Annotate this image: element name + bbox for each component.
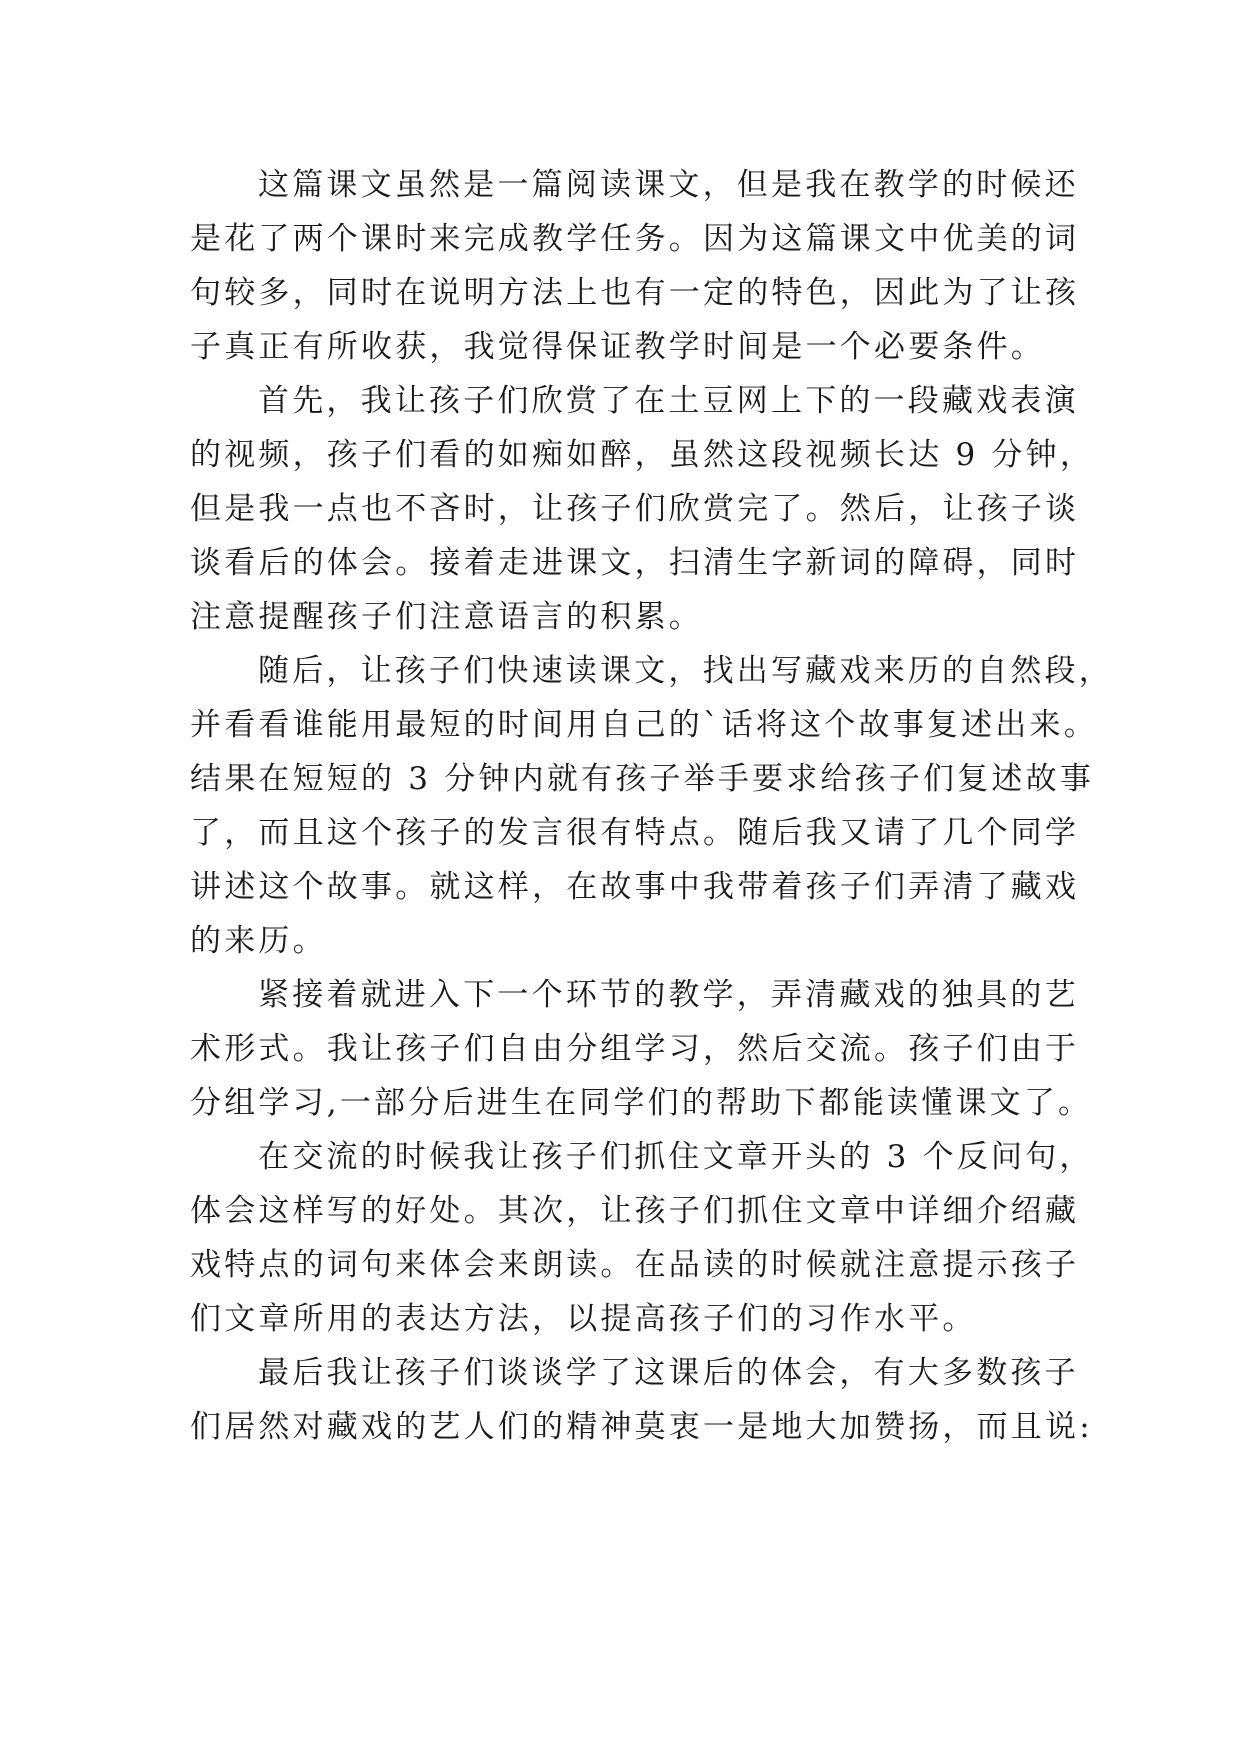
paragraph-4 xyxy=(190,968,1093,1130)
paragraph-line: 们居然对藏戏的艺人们的精神莫衷一是地大加赞扬，而且说: xyxy=(190,1409,1093,1445)
paragraph-line: 是花了两个课时来完成教学任务。因为这篇课文中优美的词 xyxy=(190,221,1080,257)
paragraph-line: 们文章所用的表达方法，以提高孩子们的习作水平。 xyxy=(190,1301,977,1337)
paragraph-line: 注意提醒孩子们注意语言的积累。 xyxy=(190,599,703,635)
paragraph-line: 这篇课文虽然是一篇阅读课文，但是我在教学的时候还 xyxy=(258,167,1079,203)
paragraph-1 xyxy=(190,158,1080,374)
paragraph-line: 了，而且这个孩子的发言很有特点。随后我又请了几个同学 xyxy=(190,815,1080,851)
paragraph-line: 并看看谁能用最短的时间用自己的`话将这个故事复述出来。 xyxy=(190,707,1098,743)
document-body xyxy=(190,158,1113,1454)
paragraph-line: 首先，我让孩子们欣赏了在土豆网上下的一段藏戏表演 xyxy=(258,383,1079,419)
paragraph-line: 讲述这个故事。就这样，在故事中我带着孩子们弄清了藏戏 xyxy=(190,869,1080,905)
paragraph-line: 句较多，同时在说明方法上也有一定的特色，因此为了让孩 xyxy=(190,275,1080,311)
paragraph-line: 随后，让孩子们快速读课文，找出写藏戏来历的自然段， xyxy=(258,653,1113,689)
paragraph-3 xyxy=(190,644,1113,968)
paragraph-6 xyxy=(190,1346,1093,1454)
paragraph-line: 术形式。我让孩子们自由分组学习，然后交流。孩子们由于 xyxy=(190,1031,1080,1067)
paragraph-line: 最后我让孩子们谈谈学了这课后的体会，有大多数孩子 xyxy=(258,1355,1079,1391)
paragraph-line: 分组学习,一部分后进生在同学们的帮助下都能读懂课文了。 xyxy=(190,1085,1093,1121)
paragraph-2 xyxy=(190,374,1095,644)
paragraph-line: 的视频，孩子们看的如痴如醉，虽然这段视频长达 9 分钟， xyxy=(190,437,1095,473)
paragraph-5 xyxy=(190,1130,1094,1346)
paragraph-line: 的来历。 xyxy=(190,923,327,959)
paragraph-line: 在交流的时候我让孩子们抓住文章开头的 3 个反问句， xyxy=(258,1139,1094,1175)
paragraph-line: 戏特点的词句来体会来朗读。在品读的时候就注意提示孩子 xyxy=(190,1247,1080,1283)
paragraph-line: 但是我一点也不吝时，让孩子们欣赏完了。然后，让孩子谈 xyxy=(190,491,1080,527)
paragraph-line: 结果在短短的 3 分钟内就有孩子举手要求给孩子们复述故事 xyxy=(190,761,1095,797)
paragraph-line: 谈看后的体会。接着走进课文，扫清生字新词的障碍，同时 xyxy=(190,545,1080,581)
paragraph-line: 子真正有所收获，我觉得保证教学时间是一个必要条件。 xyxy=(190,329,1045,365)
paragraph-line: 紧接着就进入下一个环节的教学，弄清藏戏的独具的艺 xyxy=(258,977,1079,1013)
paragraph-line: 体会这样写的好处。其次，让孩子们抓住文章中详细介绍藏 xyxy=(190,1193,1080,1229)
